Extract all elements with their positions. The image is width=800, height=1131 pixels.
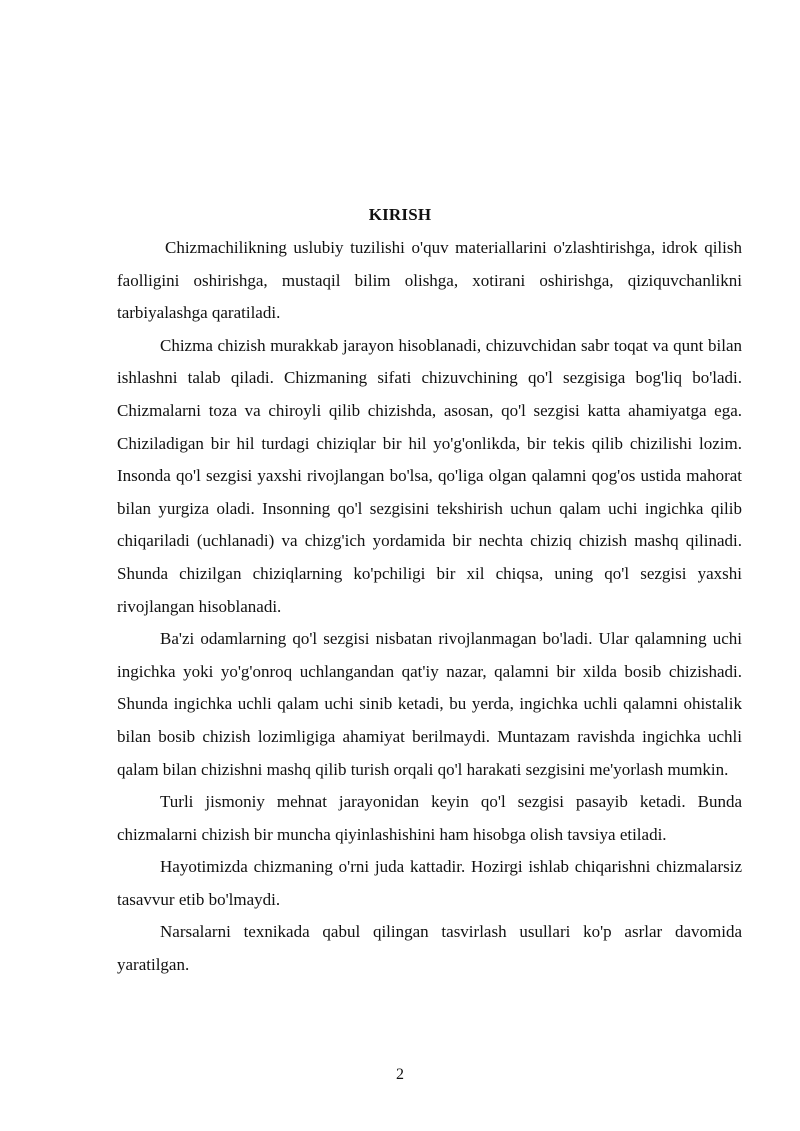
page-title: KIRISH: [368, 205, 432, 224]
paragraph: Hayotimizda chizmaning o'rni juda kattadir. Hozirgi ishlab chiqarishni chizmalarsiz tasavvur etib bo'lmaydi.: [117, 857, 742, 909]
paragraph: Ba'zi odamlarning qo'l sezgisi nisbatan rivojlanmagan bo'ladi. Ular qalamning uchi ingichka yoki yo'g'onroq uchlangandan qat'iy nazar, qalamni bir xilda bosib chizishadi. Shunda ingichka uchli qalam uchi sinib ketadi, bu yerda, ingichka uchli qalamni ohistalik bilan bosib chizish lozimligiga ahamiyat berilmaydi. Muntazam ravishda ingichka uchli qalam bilan chizishni mashq qilib turish orqali qo'l harakati sezgisini me'yorlash mumkin.: [117, 629, 742, 779]
page-number: 2: [396, 1066, 404, 1083]
paragraph: Chizma chizish murakkab jarayon hisoblanadi, chizuvchidan sabr toqat va qunt bilan ishlashni talab qiladi. Chizmaning sifati chizuvchining qo'l sezgisiga bog'liq bo'ladi. Chizmalarni toza va chiroyli qilib chizishda, asosan, qo'l sezgisi katta ahamiyatga ega. Chiziladigan bir hil turdagi chiziqlar bir hil yo'g'onlikda, bir tekis qilib chizilishi lozim. Insonda qo'l sezgisi yaxshi rivojlangan bo'lsa, qo'liga olgan qalamni qog'os ustida mahorat bilan yurgiza oladi. Insonning qo'l sezgisini tekshirish uchun qalam uchi ingichka qilib chiqariladi (uchlanadi) va chizg'ich yordamida bir nechta chiziq chizish mashq qilinadi. Shunda chizilgan chiziqlarning ko'pchiligi bir xil chiqsa, uning qo'l sezgisi yaxshi rivojlangan hisoblanadi.: [117, 335, 742, 616]
paragraph: Turli jismoniy mehnat jarayonidan keyin qo'l sezgisi pasayib ketadi. Bunda chizmalarni chizish bir muncha qiyinlashishini ham hisobga olish tavsiya etiladi.: [117, 792, 742, 844]
body-text: [117, 232, 742, 982]
paragraph: Narsalarni texnikada qabul qilingan tasvirlash usullari ko'p asrlar davomida yaratilgan.: [117, 922, 742, 975]
paragraph: Chizmachilikning uslubiy tuzilishi o'quv materiallarini o'zlashtirishga, idrok qilish faolligini oshirishga, mustaqil bilim olishga, xotirani oshirishga, qiziquvchanlikni tarbiyalashga qaratiladi.: [117, 238, 742, 323]
